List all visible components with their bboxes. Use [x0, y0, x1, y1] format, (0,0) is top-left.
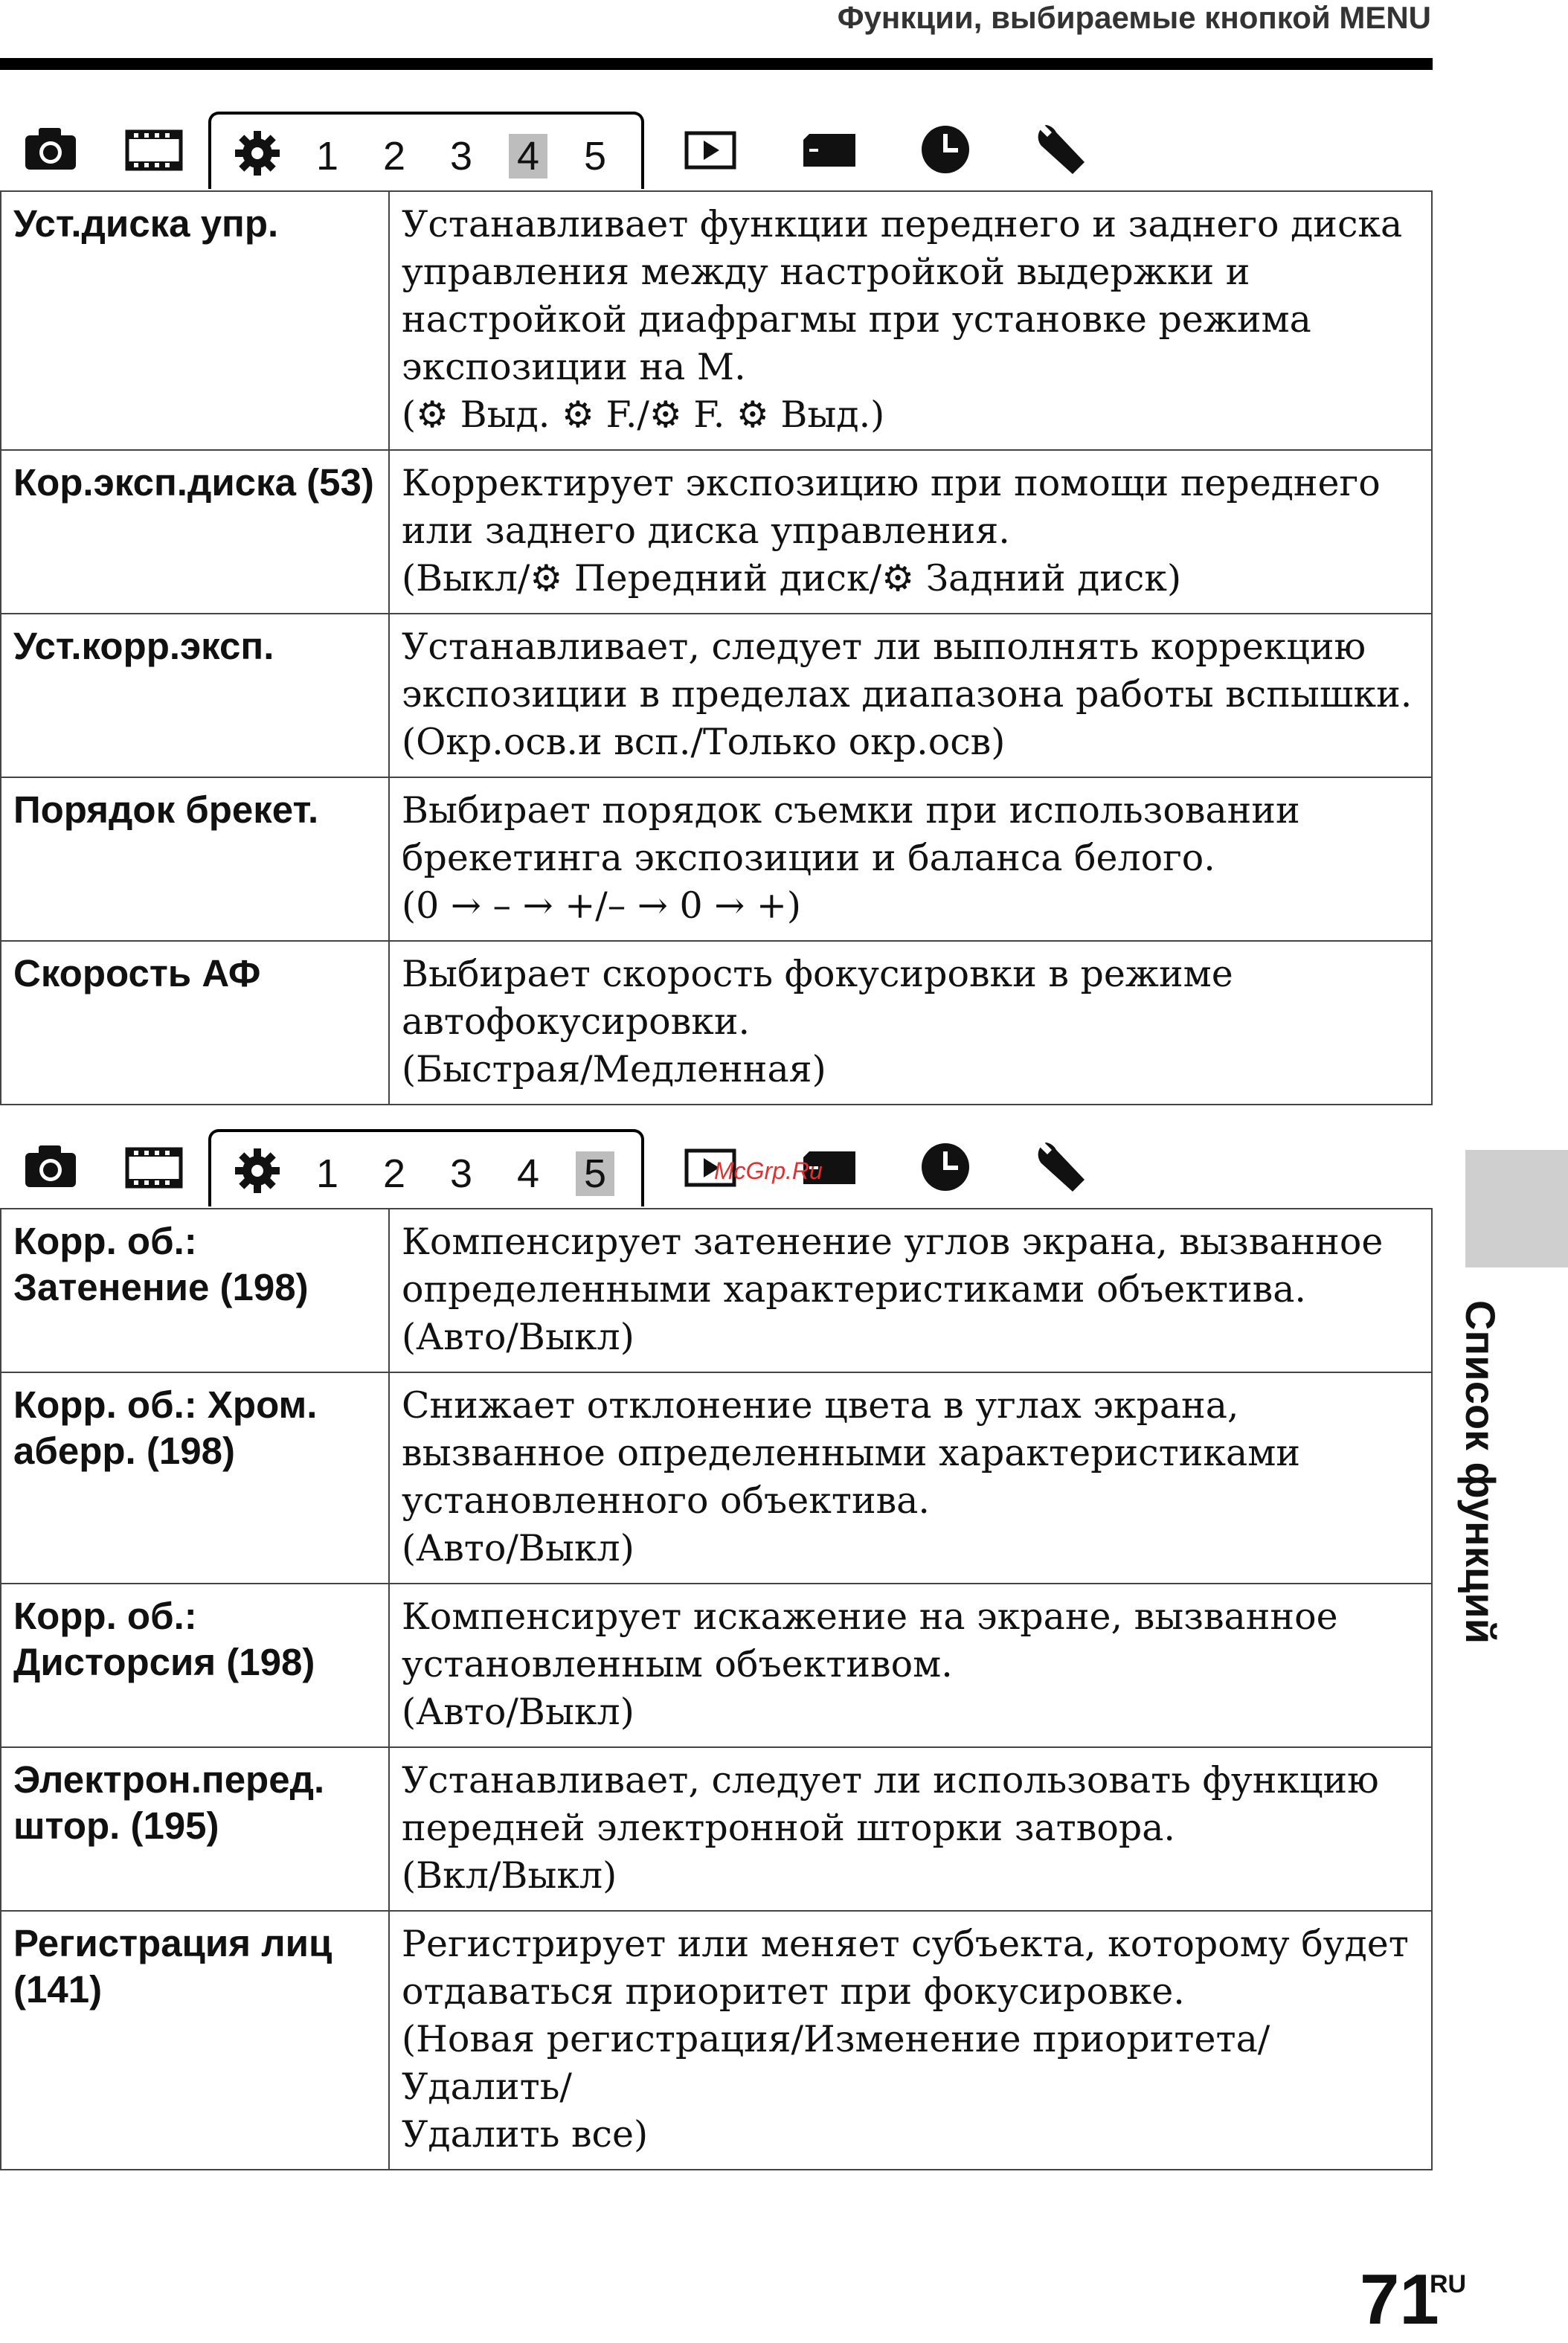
tab-2[interactable]: 2	[382, 134, 406, 179]
function-table-top	[0, 190, 1433, 1105]
table-row	[1, 941, 1432, 1105]
movie-icon[interactable]	[125, 1147, 183, 1189]
function-table-bottom	[0, 1208, 1433, 2170]
table-row	[1, 777, 1432, 941]
function-description: Выбирает скорость фокусировки в режиме автофокусировки. (Быстрая/Медленная)	[389, 941, 1432, 1105]
tab-5[interactable]: 5	[583, 134, 607, 179]
function-description: Устанавливает, следует ли выполнять коррекцию экспозиции в пределах диапазона работы вспышки. (Окр.осв.и всп./Только окр.осв)	[389, 614, 1432, 777]
table-row	[1, 614, 1432, 777]
function-description: Устанавливает, следует ли использовать функцию передней электронной шторки затвора. (Вкл/Выкл)	[389, 1747, 1432, 1911]
function-name: Уст.корр.эксп.	[1, 614, 389, 777]
function-description: Выбирает порядок съемки при использовании брекетинга экспозиции и баланса белого. (0 → – → +/– → 0 → +)	[389, 777, 1432, 941]
header-rule	[0, 58, 1433, 70]
tab-3[interactable]: 3	[449, 134, 473, 179]
function-description: Корректирует экспозицию при помощи переднего или заднего диска управления. (Выкл/⚙ Передний диск/⚙ Задний диск)	[389, 450, 1432, 614]
function-description: Компенсирует затенение углов экрана, вызванное определенными характеристиками объектива. (Авто/Выкл)	[389, 1209, 1432, 1372]
table-row	[1, 1372, 1432, 1584]
function-description: Снижает отклонение цвета в углах экрана, вызванное определенными характеристиками установленного объектива. (Авто/Выкл)	[389, 1372, 1432, 1584]
tab-4-selected[interactable]: 4	[509, 134, 547, 179]
tab-2[interactable]: 2	[382, 1151, 406, 1196]
camera-icon[interactable]	[22, 1142, 79, 1190]
settings-tab-group	[208, 112, 644, 189]
wrench-icon[interactable]	[1035, 1140, 1090, 1195]
settings-tab-group	[208, 1129, 644, 1206]
side-thumb-tab[interactable]	[1465, 1150, 1568, 1267]
function-description: Регистрирует или меняет субъекта, которому будет отдаваться приоритет при фокусировке. (Новая регистрация/Изменение приоритета/Удалить/ Удалить все)	[389, 1911, 1432, 2170]
tab-5-selected[interactable]: 5	[576, 1151, 614, 1196]
function-name: Корр. об.: Дисторсия (198)	[1, 1584, 389, 1747]
table-row	[1, 450, 1432, 614]
table-row	[1, 1209, 1432, 1372]
table-row	[1, 1584, 1432, 1747]
function-name: Уст.диска упр.	[1, 191, 389, 450]
memory-card-icon[interactable]	[802, 132, 857, 168]
function-name: Корр. об.: Хром. аберр. (198)	[1, 1372, 389, 1584]
table-row	[1, 191, 1432, 450]
page-language-suffix: RU	[1430, 2270, 1467, 2298]
function-name: Кор.эксп.диска (53)	[1, 450, 389, 614]
function-name: Корр. об.: Затенение (198)	[1, 1209, 389, 1372]
function-name: Порядок брекет.	[1, 777, 389, 941]
table-row	[1, 1747, 1432, 1911]
side-section-label: Список функций	[1457, 1300, 1504, 1645]
movie-icon[interactable]	[125, 129, 183, 171]
function-name: Регистрация лиц (141)	[1, 1911, 389, 2170]
settings-gear-icon	[234, 1147, 281, 1195]
function-description: Устанавливает функции переднего и заднего диска управления между настройкой выдержки и настройкой диафрагмы при установке режима экспозиции на M. (⚙ Выд. ⚙ F./⚙ F. ⚙ Выд.)	[389, 191, 1432, 450]
function-name: Электрон.перед. штор. (195)	[1, 1747, 389, 1911]
clock-icon[interactable]	[919, 1141, 971, 1193]
camera-icon[interactable]	[22, 125, 79, 173]
menu-tab-bar-top	[0, 110, 1433, 190]
tab-3[interactable]: 3	[449, 1151, 473, 1196]
wrench-icon[interactable]	[1035, 122, 1090, 177]
tab-1[interactable]: 1	[315, 134, 339, 179]
watermark: McGrp.Ru	[714, 1157, 823, 1184]
menu-tab-bar-bottom	[0, 1128, 1433, 1208]
function-name: Скорость АФ	[1, 941, 389, 1105]
page-header-title: Функции, выбираемые кнопкой MENU	[837, 0, 1431, 35]
settings-gear-icon	[234, 129, 281, 177]
play-icon[interactable]	[684, 131, 736, 170]
function-description: Компенсирует искажение на экране, вызванное установленным объективом. (Авто/Выкл)	[389, 1584, 1432, 1747]
tab-4[interactable]: 4	[516, 1151, 540, 1196]
table-row	[1, 1911, 1432, 2170]
tab-1[interactable]: 1	[315, 1151, 339, 1196]
clock-icon[interactable]	[919, 123, 971, 176]
page-number: 71	[1360, 2260, 1439, 2339]
